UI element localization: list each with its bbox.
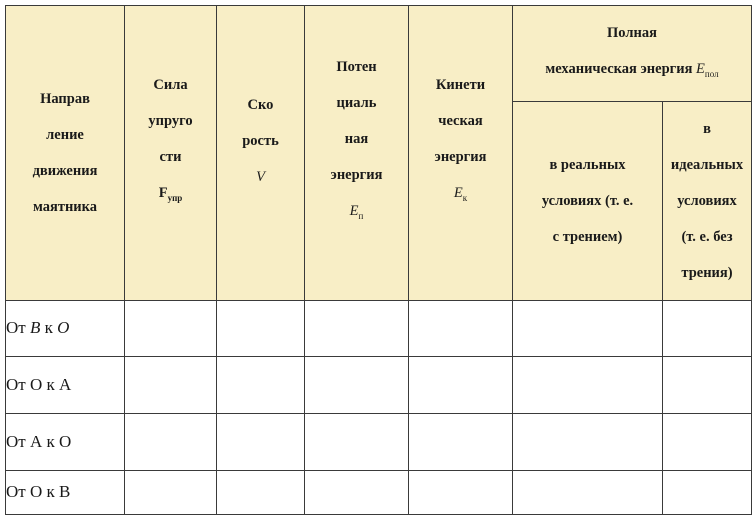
table-cell[interactable] bbox=[663, 300, 752, 356]
header-speed-line2: рость bbox=[242, 132, 279, 149]
table-cell[interactable] bbox=[305, 413, 409, 470]
table-row bbox=[6, 356, 752, 413]
header-force-symbol bbox=[125, 184, 216, 207]
header-elastic-force bbox=[125, 6, 217, 301]
table-row bbox=[6, 413, 752, 470]
header-speed bbox=[217, 6, 305, 301]
table-cell[interactable] bbox=[305, 356, 409, 413]
header-direction-line3: движения bbox=[32, 162, 98, 179]
header-ideal-line4: (т. е. без bbox=[681, 228, 733, 245]
header-real-line3: с трением) bbox=[552, 228, 623, 245]
table-cell[interactable] bbox=[125, 470, 217, 514]
header-potential-line1: Потен bbox=[336, 58, 377, 75]
table-cell[interactable] bbox=[409, 470, 513, 514]
table-cell[interactable] bbox=[217, 300, 305, 356]
table-row bbox=[6, 300, 752, 356]
header-direction-line1: Направ bbox=[40, 90, 90, 107]
table-cell[interactable] bbox=[125, 356, 217, 413]
header-kinetic-line3: энергия bbox=[434, 148, 487, 165]
row1-to: O bbox=[57, 318, 70, 338]
header-total-line2 bbox=[513, 60, 751, 83]
header-ideal-line3: условиях bbox=[677, 192, 737, 209]
header-kinetic-energy bbox=[409, 6, 513, 301]
speed-symbol: V bbox=[256, 168, 265, 185]
header-direction bbox=[6, 6, 125, 301]
table-cell[interactable] bbox=[513, 413, 663, 470]
pendulum-energy-table bbox=[5, 5, 752, 515]
table-cell[interactable] bbox=[125, 413, 217, 470]
row-label-a-to-o: От А к О bbox=[6, 413, 125, 470]
header-kinetic-line1: Кинети bbox=[435, 76, 486, 93]
table-cell[interactable] bbox=[217, 413, 305, 470]
table-cell[interactable] bbox=[513, 300, 663, 356]
row-label-o-to-b: От О к В bbox=[6, 470, 125, 514]
table-cell[interactable] bbox=[305, 300, 409, 356]
table-cell[interactable] bbox=[409, 356, 513, 413]
header-ideal-line5: трения) bbox=[681, 264, 733, 281]
table-cell[interactable] bbox=[305, 470, 409, 514]
row-label-b-to-o bbox=[6, 300, 125, 356]
header-potential-line4: энергия bbox=[330, 166, 383, 183]
header-real-line1: в реальных bbox=[549, 156, 626, 173]
header-kinetic-symbol bbox=[409, 184, 512, 207]
total-symbol: E bbox=[696, 61, 705, 77]
table-cell[interactable] bbox=[663, 470, 752, 514]
total-subscript: пол bbox=[704, 68, 719, 79]
header-force-line3: сти bbox=[159, 148, 182, 165]
table-cell[interactable] bbox=[663, 356, 752, 413]
header-force-line2: упруго bbox=[148, 112, 193, 129]
potential-subscript: п bbox=[358, 210, 364, 221]
header-potential-line3: ная bbox=[344, 130, 369, 147]
header-ideal-line2: идеальных bbox=[670, 156, 744, 173]
header-real-line2: условиях (т. е. bbox=[541, 192, 634, 209]
kinetic-symbol: E bbox=[453, 184, 463, 201]
table-cell[interactable] bbox=[663, 413, 752, 470]
table-cell[interactable] bbox=[409, 413, 513, 470]
row1-mid: к bbox=[40, 318, 58, 338]
table-cell[interactable] bbox=[409, 300, 513, 356]
total-label: механическая энергия bbox=[545, 61, 693, 77]
table-cell[interactable] bbox=[217, 470, 305, 514]
header-ideal-conditions bbox=[663, 101, 752, 300]
header-real-conditions bbox=[513, 101, 663, 300]
row1-from: B bbox=[29, 318, 41, 338]
header-potential-energy bbox=[305, 6, 409, 301]
table-cell[interactable] bbox=[513, 356, 663, 413]
header-direction-line2: ление bbox=[46, 126, 84, 143]
kinetic-subscript: к bbox=[462, 192, 468, 203]
row-label-o-to-a: От О к А bbox=[6, 356, 125, 413]
table-cell[interactable] bbox=[513, 470, 663, 514]
force-subscript: упр bbox=[167, 192, 183, 203]
header-force-line1: Сила bbox=[153, 76, 188, 93]
header-ideal-line1: в bbox=[703, 120, 711, 137]
header-speed-line1: Ско bbox=[247, 96, 274, 113]
table-cell[interactable] bbox=[125, 300, 217, 356]
header-total-energy bbox=[513, 6, 752, 102]
force-symbol: F bbox=[158, 184, 168, 201]
table-row bbox=[6, 470, 752, 514]
header-potential-symbol bbox=[305, 202, 408, 225]
header-kinetic-line2: ческая bbox=[438, 112, 483, 129]
potential-symbol: E bbox=[349, 202, 359, 219]
header-direction-line4: маятника bbox=[32, 198, 98, 215]
table-cell[interactable] bbox=[217, 356, 305, 413]
header-total-line1: Полная bbox=[607, 25, 657, 41]
row1-prefix: От bbox=[6, 318, 30, 338]
header-potential-line2: циаль bbox=[336, 94, 377, 111]
